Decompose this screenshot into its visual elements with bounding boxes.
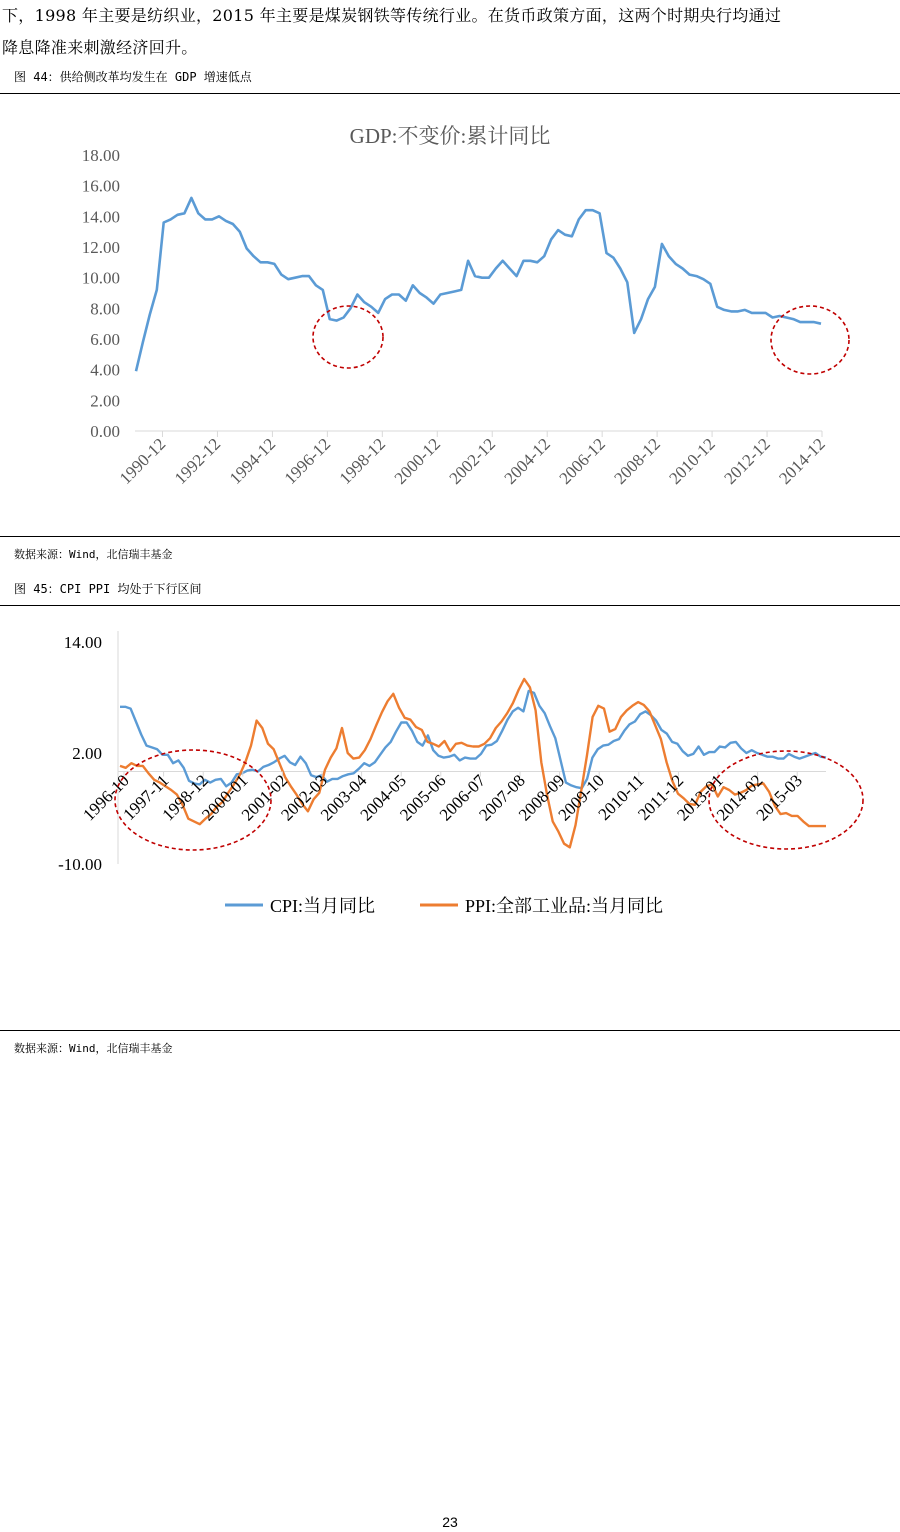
x-tick-label: 1996-12: [280, 434, 335, 488]
figure-44-bottom-rule: [0, 536, 900, 537]
x-tick-label: 2014-12: [775, 434, 829, 488]
x-tick-label: 2006-07: [435, 770, 490, 825]
x-tick-label: 2009-10: [554, 770, 609, 825]
x-tick-label: 2006-12: [555, 434, 609, 488]
x-tick-label: 2011-12: [634, 770, 688, 824]
x-tick-label: 1998-12: [158, 770, 213, 825]
paragraph-line-1: 下，1998 年主要是纺织业，2015 年主要是煤炭钢铁等传统行业。在货币政策方面，这两个时期央行均通过: [2, 6, 782, 25]
legend-ppi-label: PPI:全部工业品:当月同比: [465, 896, 664, 916]
y-tick-label: 16.00: [81, 176, 120, 196]
gdp-chart: [0, 95, 900, 535]
gdp-plot-area: [136, 198, 821, 371]
paragraph-line-2: 降息降准来刺激经济回升。: [2, 38, 198, 57]
x-tick-label: 2010-11: [594, 770, 648, 824]
figure-45-caption: 图 45：CPI PPI 均处于下行区间: [14, 582, 202, 596]
y-tick-label: 10.00: [81, 268, 120, 288]
gdp-series-line: [136, 198, 821, 371]
x-tick-label: 2010-12: [665, 434, 719, 488]
cpi-ppi-chart: [0, 608, 900, 1028]
cpi-ppi-plot-area: [120, 679, 826, 847]
x-tick-label: 2002-03: [277, 770, 331, 825]
y-tick-label: 2.00: [72, 744, 102, 763]
y-tick-label: -10.00: [58, 855, 102, 874]
y-tick-label: 18.00: [81, 146, 120, 165]
gdp-x-axis: [116, 431, 829, 488]
legend-cpi-label: CPI:当月同比: [270, 896, 376, 916]
intro-paragraph: [2, 0, 898, 64]
gdp-y-axis: [82, 146, 822, 441]
figure-44-top-rule: [0, 93, 900, 94]
x-tick-label: 1997-11: [119, 770, 173, 824]
x-tick-label: 2012-12: [720, 434, 774, 488]
chart-legend: [225, 896, 663, 916]
y-tick-label: 14.00: [63, 633, 102, 652]
x-tick-label: 2008-09: [514, 770, 569, 825]
x-tick-label: 1994-12: [225, 434, 280, 488]
gdp-chart-title: GDP:不变价:累计同比: [349, 124, 551, 148]
low-point-circle-1998: [313, 306, 383, 368]
x-tick-label: 2000-12: [390, 434, 445, 488]
y-tick-label: 4.00: [90, 360, 120, 380]
figure-44-source: 数据来源：Wind，北信瑞丰基金: [14, 548, 173, 561]
y-tick-label: 6.00: [90, 330, 120, 349]
x-tick-label: 2004-12: [500, 434, 555, 488]
x-tick-label: 2005-06: [396, 770, 450, 825]
x-tick-label: 2015-03: [752, 770, 807, 825]
x-tick-label: 1992-12: [170, 434, 225, 488]
y-tick-label: 2.00: [90, 391, 120, 411]
figure-45-source: 数据来源：Wind，北信瑞丰基金: [14, 1042, 173, 1055]
y-tick-label: 0.00: [90, 422, 120, 441]
x-tick-label: 1998-12: [335, 434, 390, 488]
page-number: 23: [442, 1514, 458, 1530]
x-tick-label: 2003-04: [316, 770, 371, 825]
figure-45-bottom-rule: [0, 1030, 900, 1031]
x-tick-label: 2014-02: [712, 770, 767, 825]
x-tick-label: 2001-02: [237, 770, 292, 825]
ppi-series-line: [120, 679, 826, 847]
x-tick-label: 2000-01: [198, 770, 252, 825]
figure-45-top-rule: [0, 605, 900, 606]
low-point-circle-2015: [771, 306, 849, 374]
y-tick-label: 14.00: [81, 207, 120, 227]
x-tick-label: 2013-01: [673, 770, 727, 825]
x-tick-label: 1996-10: [79, 770, 133, 825]
x-tick-label: 2007-08: [475, 770, 529, 825]
figure-44-caption: 图 44：供给侧改革均发生在 GDP 增速低点: [14, 70, 252, 84]
y-tick-label: 12.00: [81, 238, 120, 257]
x-tick-label: 2002-12: [445, 434, 500, 488]
y-tick-label: 8.00: [90, 299, 120, 319]
x-tick-label: 2004-05: [356, 770, 411, 825]
x-tick-label: 1990-12: [115, 434, 170, 488]
x-tick-label: 2008-12: [610, 434, 664, 488]
